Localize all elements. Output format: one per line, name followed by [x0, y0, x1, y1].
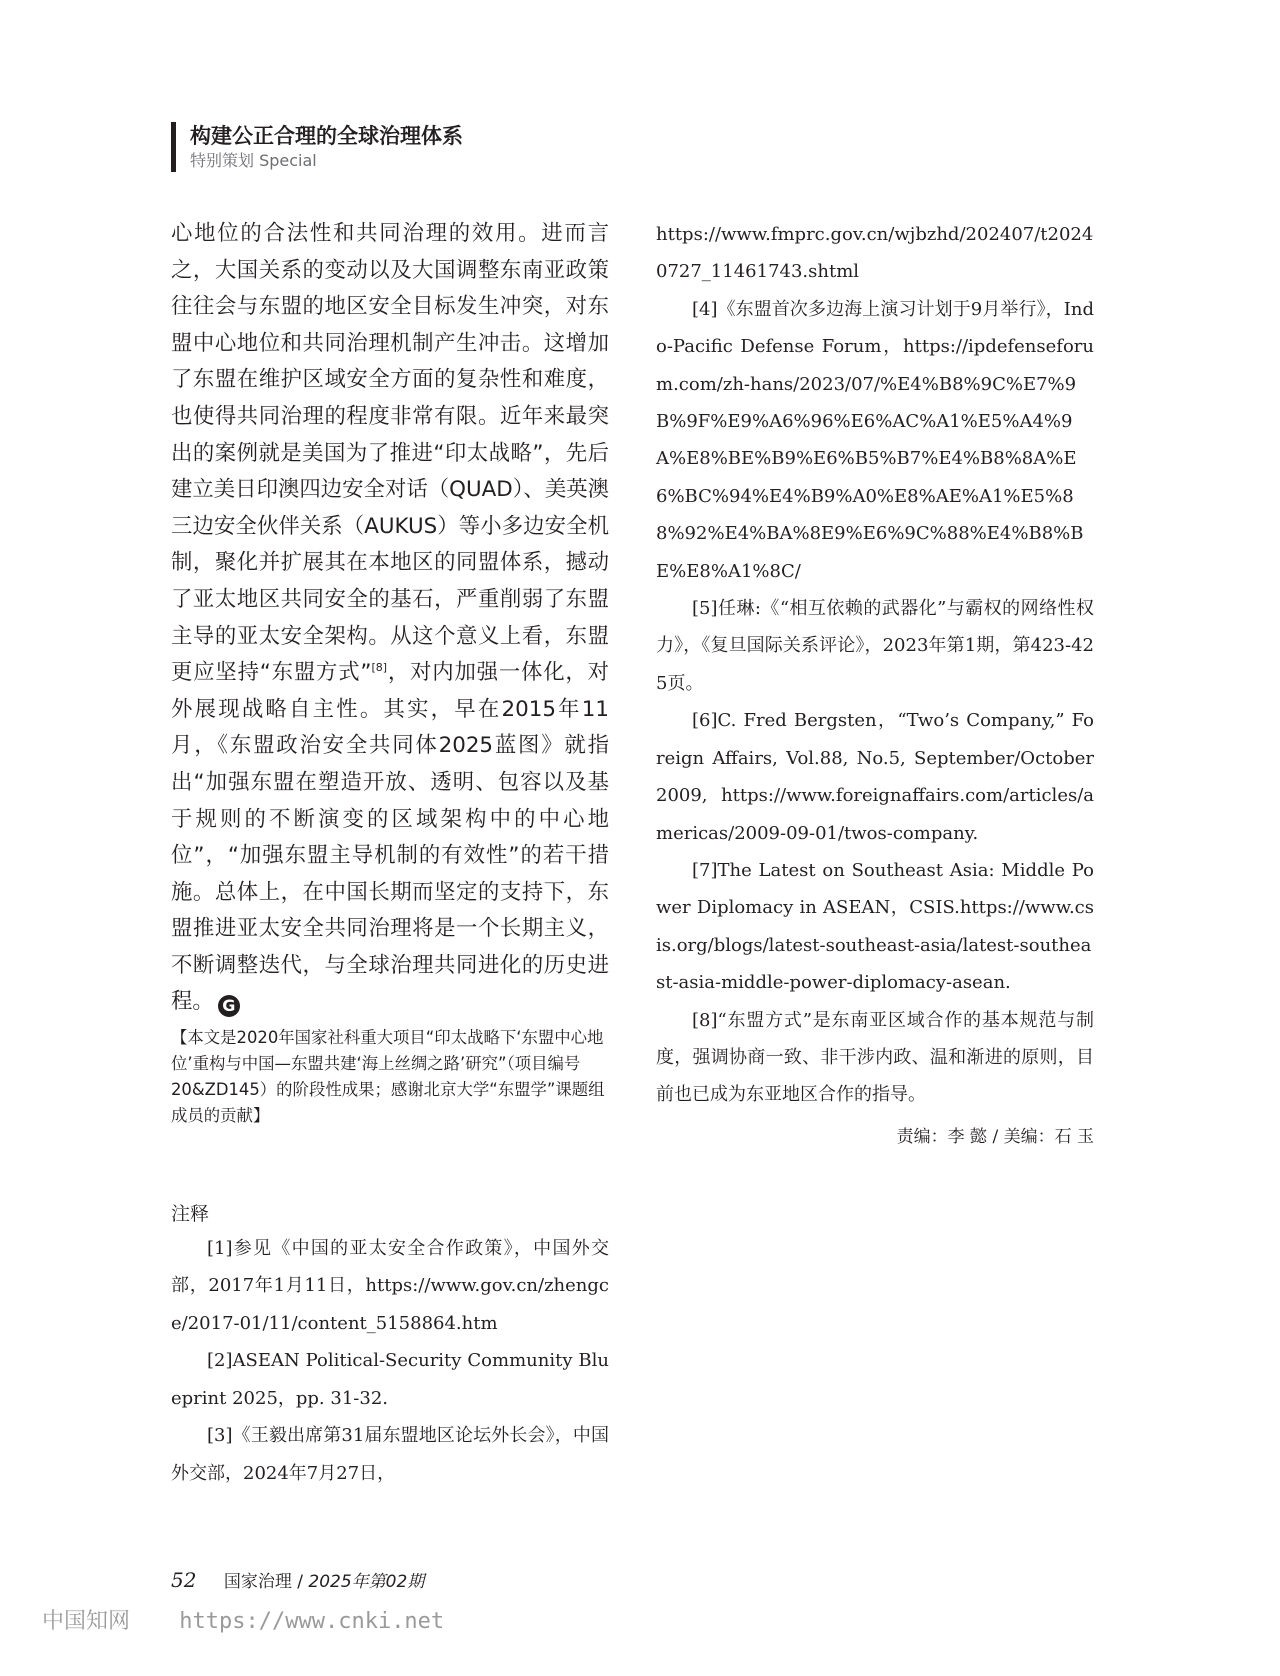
note-5: [5]任琳:《“相互依赖的武器化”与霸权的网络性权力》，《复旦国际关系评论》，2023年第1期，第423-425页。 — [656, 598, 1094, 694]
header-title: 构建公正合理的全球治理体系 — [190, 124, 463, 148]
citation-8: [8] — [371, 661, 388, 674]
note-2: [2]ASEAN Political-Security Community Blueprint 2025，pp. 31-32. — [171, 1350, 609, 1409]
header-section: 特别策划 Special — [190, 151, 317, 170]
watermark-url: https://www.cnki.net — [179, 1609, 445, 1634]
note-4: [4]《东盟首次多边海上演习计划于9月举行》，Indo-Pacific Defense Forum，https://ipdefenseforum.com/zh-hans/2023/07/%E4%B8%9C%E7%9B%9F%E9%A6%96%E6%AC%A1%E5%A4%9A%E8%BE%B9%E6%B5%B7%E4%B8%8A%E6%BC%94%E4%B9%A0%E8%AE%A1%E5%88%92%E4%BA%8E9%E6%9C%88%E4%B8%BE%E8%A1%8C/ — [656, 298, 1094, 582]
right-column — [656, 216, 1094, 1152]
body-text-main: 心地位的合法性和共同治理的效用。进而言之，大国关系的变动以及大国调整东南亚政策往往会与东盟的地区安全目标发生冲突，对东盟中心地位和共同治理机制产生冲击。这增加了东盟在维护区域安全方面的复杂性和难度，也使得共同治理的程度非常有限。近年来最突出的案例就是美国为了推进“印太战略”，先后建立美日印澳四边安全对话（QUAD）、美英澳三边安全伙伴关系（AUKUS）等小多边安全机制，聚化并扩展其在本地区的同盟体系，撼动了亚太地区共同安全的基石，严重削弱了东盟主导的亚太安全架构。从这个意义上看，东盟更应坚持“东盟方式” — [171, 221, 609, 686]
left-column — [171, 216, 609, 1492]
note-3-continued: https://www.fmprc.gov.cn/wjbzhd/202407/t20240727_11461743.shtml — [656, 224, 1094, 283]
body-text-tail: ，对内加强一体化，对外展现战略自主性。其实，早在2015年11月，《东盟政治安全共同体2025蓝图》就指出“加强东盟在塑造开放、透明、包容以及基于规则的不断演变的区域架构中的中心地位”，“加强东盟主导机制的有效性”的若干措施。总体上，在中国长期而坚定的支持下，东盟推进亚太安全共同治理将是一个长期主义，不断调整迭代，与全球治理共同进化的历史进程。 — [171, 660, 609, 1015]
note-7: [7]The Latest on Southeast Asia: Middle Power Diplomacy in ASEAN，CSIS.https://www.csis.org/blogs/latest-southeast-asia/latest-southeast-asia-middle-power-diplomacy-asean. — [656, 859, 1094, 994]
note-1: [1]参见《中国的亚太安全合作政策》，中国外交部，2017年1月11日，https://www.gov.cn/zhengce/2017-01/11/content_5158864.htm — [171, 1238, 609, 1334]
note-8: [8]“东盟方式”是东南亚区域合作的基本规范与制度，强调协商一致、非干涉内政、温和渐进的原则，目前也已成为东亚地区合作的指导。 — [656, 1009, 1094, 1106]
body-paragraph — [171, 216, 609, 1021]
page-number: 52 — [171, 1568, 197, 1592]
journal-name: 国家治理 / — [223, 1572, 303, 1592]
funding-note: 【本文是2020年国家社科重大项目“印太战略下‘东盟中心地位’重构与中国—东盟共建‘海上丝绸之路’研究”（项目编号20&ZD145）的阶段性成果；感谢北京大学“东盟学”课题组成员的贡献】 — [171, 1028, 605, 1126]
watermark-name: 中国知网 — [42, 1609, 131, 1634]
editor-credit: 责编：李 懿 / 美编：石 玉 — [896, 1126, 1094, 1147]
watermark — [42, 1604, 444, 1635]
page-header — [171, 122, 463, 172]
note-3: [3]《王毅出席第31届东盟地区论坛外长会》，中国外交部，2024年7月27日， — [171, 1425, 609, 1484]
page-footer — [171, 1567, 424, 1592]
note-6: [6]C. Fred Bergsten，“Two’s Company,” Foreign Affairs, Vol.88, No.5, September/October 2009, https://www.foreignaffairs.com/articles/americas/2009-09-01/twos-company. — [656, 710, 1094, 844]
notes-title: 注释 — [171, 1203, 210, 1226]
issue-label: 2025年第02期 — [308, 1572, 425, 1592]
end-mark-icon: G — [218, 995, 240, 1017]
